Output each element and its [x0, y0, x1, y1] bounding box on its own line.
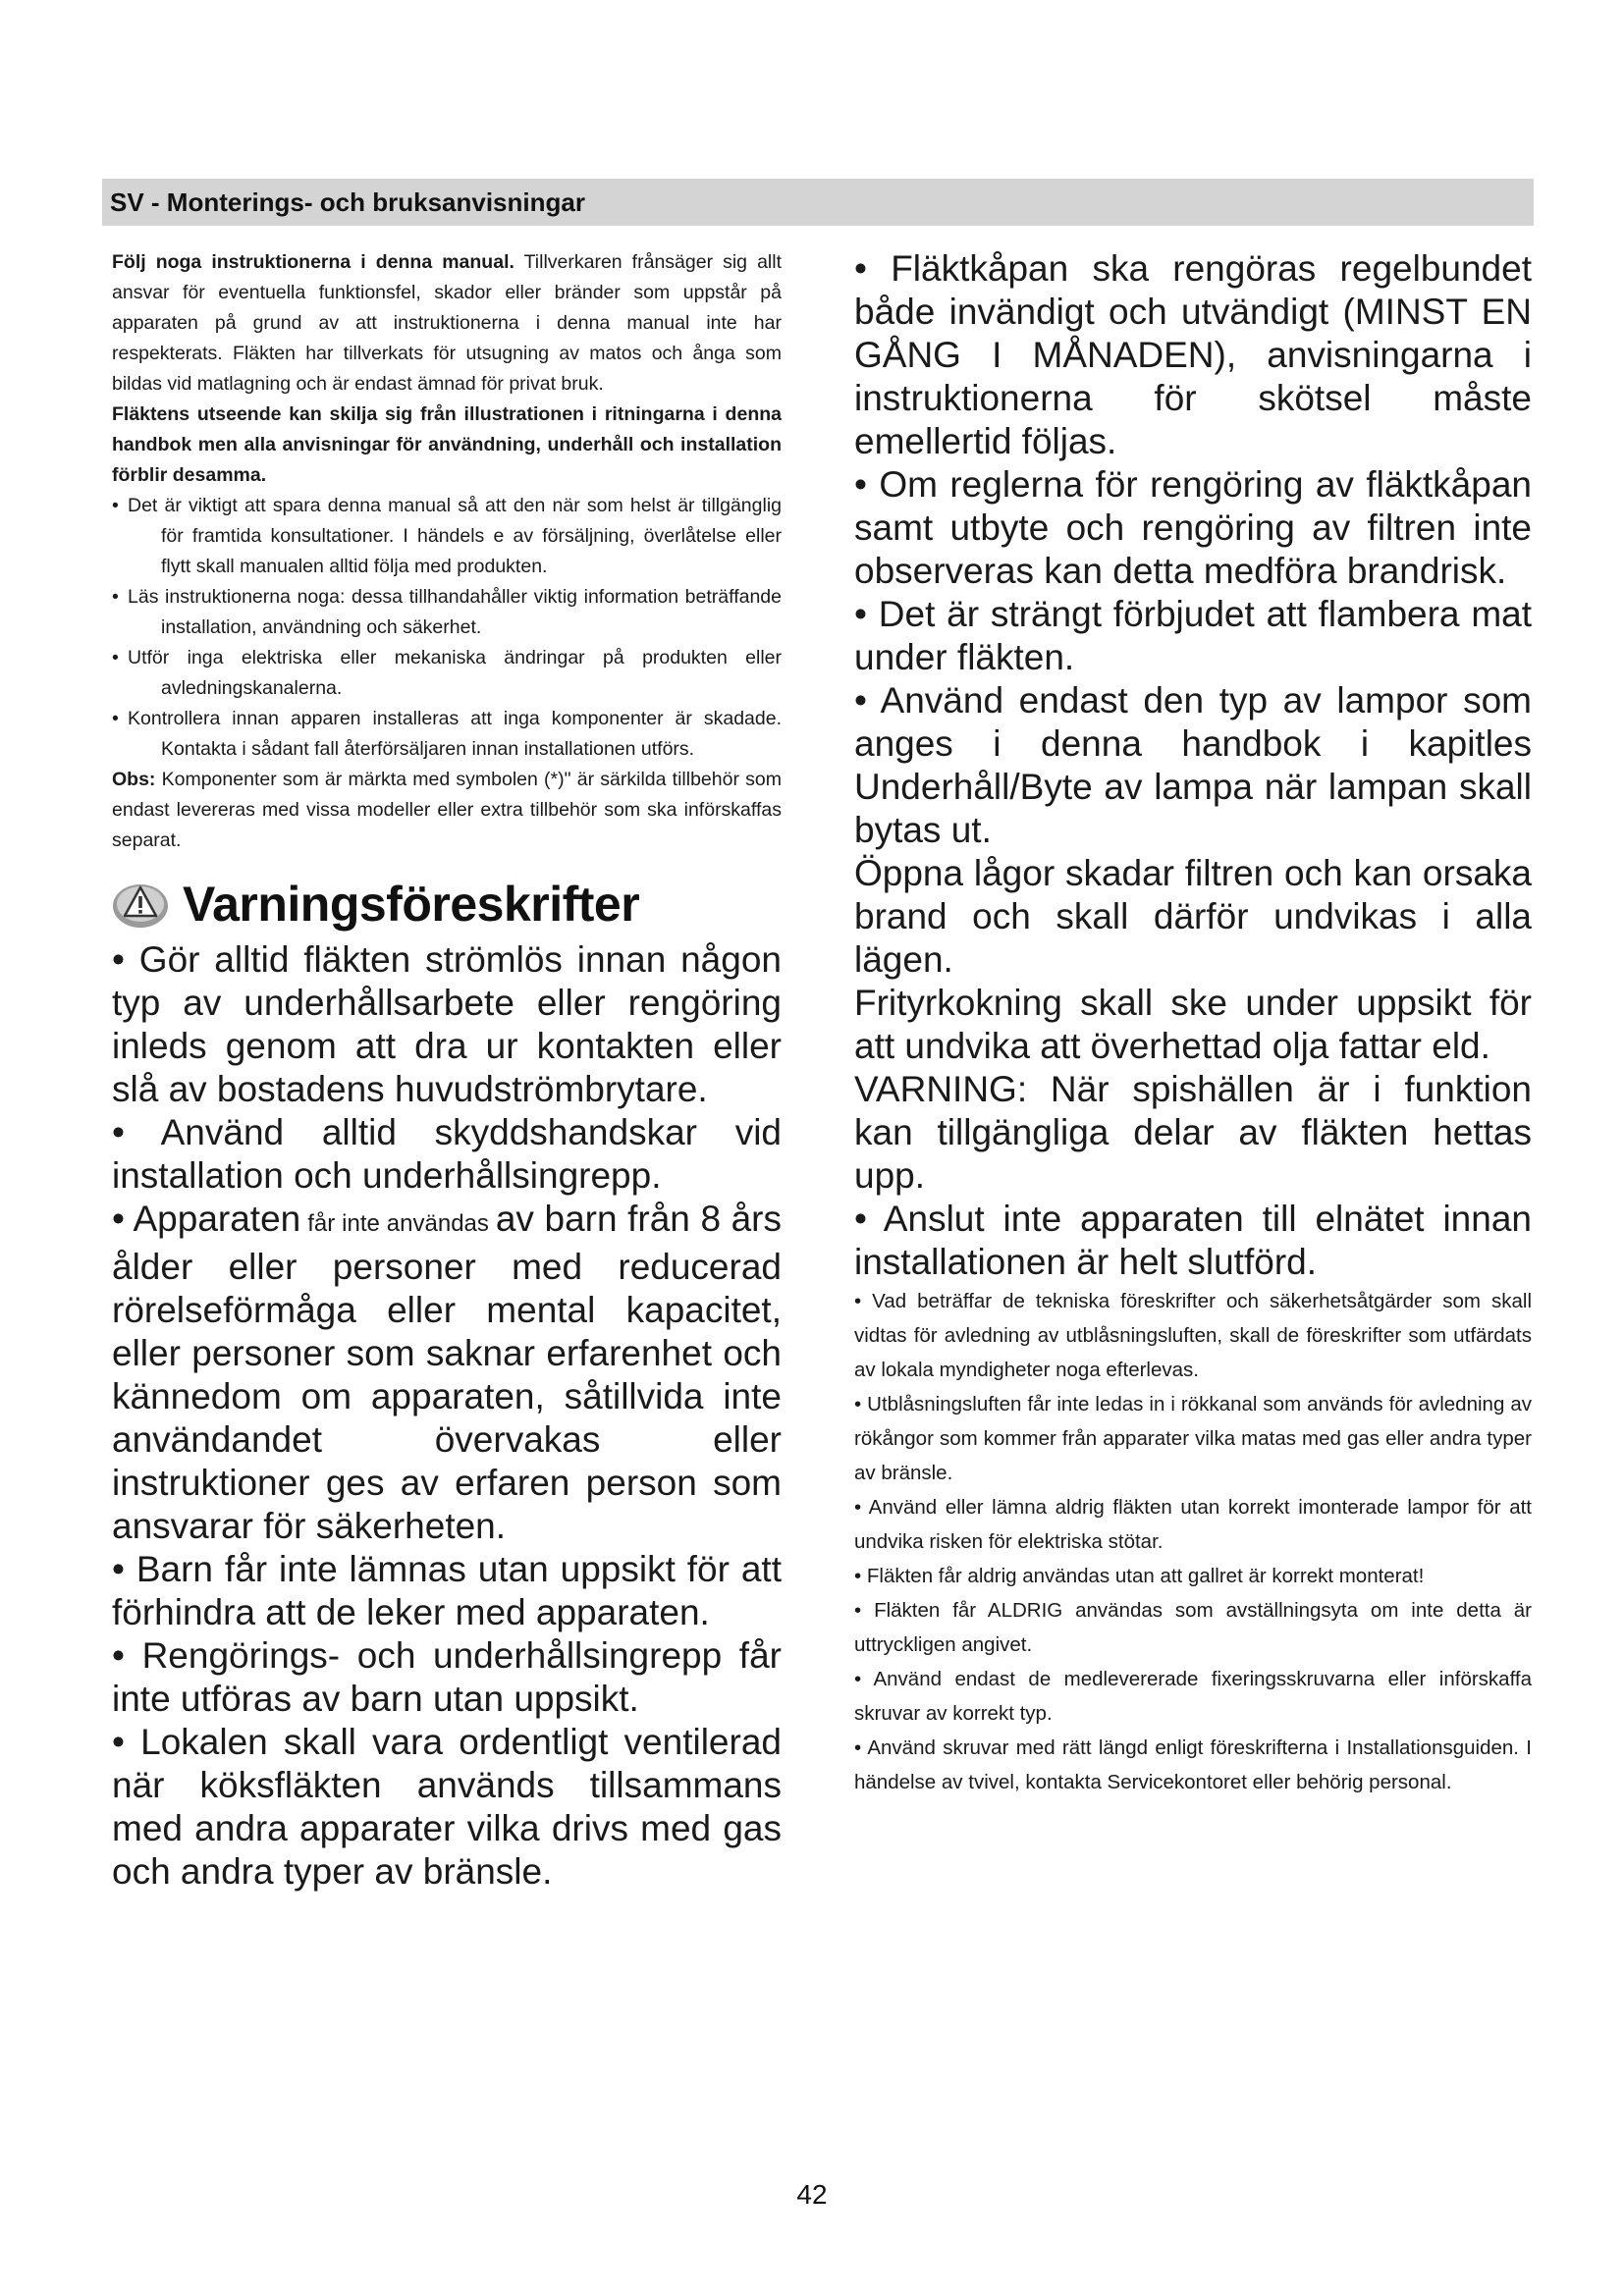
- note-item: • Använd endast de medlevererade fixeringsskruvarna eller införskaffa skruvar av korrekt typ.: [854, 1668, 1532, 1725]
- list-item: • Läs instruktionerna noga: dessa tillhandahåller viktig information beträffande installation, användning och säkerhet.: [112, 586, 782, 638]
- intro-bold: Följ noga instruktionerna i denna manual.: [112, 251, 514, 273]
- warnings-heading: [112, 874, 782, 934]
- note-item: • Utblåsningsluften får inte ledas in i rökkanal som används för avledning av rökångor som kommer från apparater vilka matas med gas eller andra typer av bränsle.: [854, 1393, 1532, 1484]
- list-item: • Det är viktigt att spara denna manual så att den när som helst är tillgänglig för framtida konsultationer. I händels e av försäljning, överlåtelse eller flytt skall manualen alltid följa med produkten.: [112, 495, 782, 577]
- warning-icon: [112, 879, 169, 930]
- warning-item: • Använd alltid skyddshandskar vid installation och underhållsingrepp.: [112, 1112, 782, 1196]
- note-item: • Använd skruvar med rätt längd enligt föreskrifterna i Installationsguiden. I händelse av tvivel, kontakta Servicekontoret eller behörig personal.: [854, 1736, 1532, 1793]
- right-column: [854, 247, 1532, 1799]
- warning-item: Öppna lågor skadar filtren och kan orsaka brand och skall därför undvikas i alla lägen.: [854, 853, 1532, 980]
- warning-item: • Lokalen skall vara ordentligt ventilerad när köksfläkten används tillsammans med andra apparater vilka drivs med gas och andra typer av bränsle.: [112, 1722, 782, 1892]
- note-item: • Vad beträffar de tekniska föreskrifter och säkerhetsåtgärder som skall vidtas för avledning av utblåsningsluften, skall de föreskrifter som utfärdats av lokala myndigheter noga efterlevas.: [854, 1290, 1532, 1381]
- warning-item: • Använd endast den typ av lampor som anges i denna handbok i kapitles Underhåll/Byte av lampa när lampan skall bytas ut.: [854, 680, 1532, 850]
- left-column: [112, 247, 782, 1894]
- list-item: • Kontrollera innan apparen installeras att inga komponenter är skadade. Kontakta i sådant fall återförsäljaren innan installationen utförs.: [112, 708, 782, 760]
- section-title: SV - Monterings- och bruksanvisningar: [110, 187, 585, 217]
- warning-item: • Gör alltid fläkten strömlös innan någon typ av underhållsarbete eller rengöring inleds genom att dra ur kontakten eller slå av bostadens huvudströmbrytare.: [112, 939, 782, 1109]
- warning-item: • Anslut inte apparaten till elnätet innan installationen är helt slutförd.: [854, 1199, 1532, 1282]
- warning-item: • Barn får inte lämnas utan uppsikt för att förhindra att de leker med apparaten.: [112, 1549, 782, 1632]
- warning-item: • Rengörings- och underhållsingrepp får inte utföras av barn utan uppsikt.: [112, 1635, 782, 1719]
- warning-item-children: • Apparaten får inte användas av barn från 8 års ålder eller personer med reducerad rörelseförmåga eller mental kapacitet, eller personer som saknar erfarenhet och kännedom om apparaten, såtillvida inte användandet övervakas eller instruktioner ges av erfaren person som ansvarar för säkerheten.: [112, 1199, 783, 1546]
- section-header: [102, 179, 1534, 226]
- warning-item: Frityrkokning skall ske under uppsikt för att undvika att överhettad olja fattar eld.: [854, 983, 1532, 1066]
- note-item: • Fläkten får ALDRIG användas som avställningsyta om inte detta är uttryckligen angivet.: [854, 1599, 1532, 1656]
- note-item: • Fläkten får aldrig användas utan att gallret är korrekt monterat!: [854, 1565, 1425, 1587]
- intro-paragraph: [112, 247, 782, 400]
- obs-note: Obs: Komponenter som är märkta med symbolen (*)" är särkilda tillbehör som endast levereras med vissa modeller eller extra tillbehör som ska införskaffas separat.: [112, 769, 782, 851]
- intro-text: Tillverkaren frånsäger sig allt ansvar för eventuella funktionsfel, skador eller bränder som uppstår på apparaten på grund av att instruktionerna i denna manual inte har respekterats. Fläkten har tillverkats för utsugning av matos och ånga som bildas vid matlagning och är endast ämnad för privat bruk.: [112, 251, 782, 395]
- warning-item: • Det är strängt förbjudet att flambera mat under fläkten.: [854, 594, 1532, 677]
- warning-item: • Om reglerna för rengöring av fläktkåpan samt utbyte och rengöring av filtren inte observeras kan detta medföra brandrisk.: [854, 464, 1532, 591]
- warning-item: VARNING: När spishällen är i funktion kan tillgängliga delar av fläkten hettas upp.: [854, 1069, 1532, 1196]
- warnings-title: Varningsföreskrifter: [183, 877, 640, 932]
- list-item: • Utför inga elektriska eller mekaniska ändringar på produkten eller avledningskanalerna.: [112, 647, 782, 699]
- appearance-note: Fläktens utseende kan skilja sig från illustrationen i ritningarna i denna handbok men alla anvisningar för användning, underhåll och installation förblir desamma.: [112, 403, 782, 486]
- obs-label: Obs:: [112, 769, 156, 790]
- warning-item: • Fläktkåpan ska rengöras regelbundet både invändigt och utvändigt (MINST EN GÅNG I MÅNADEN), anvisningarna i instruktionerna för skötsel måste emellertid följas.: [854, 248, 1532, 461]
- note-item: • Använd eller lämna aldrig fläkten utan korrekt imonterade lampor för att undvika risken för elektriska stötar.: [854, 1496, 1532, 1553]
- page-number: 42: [796, 2179, 828, 2210]
